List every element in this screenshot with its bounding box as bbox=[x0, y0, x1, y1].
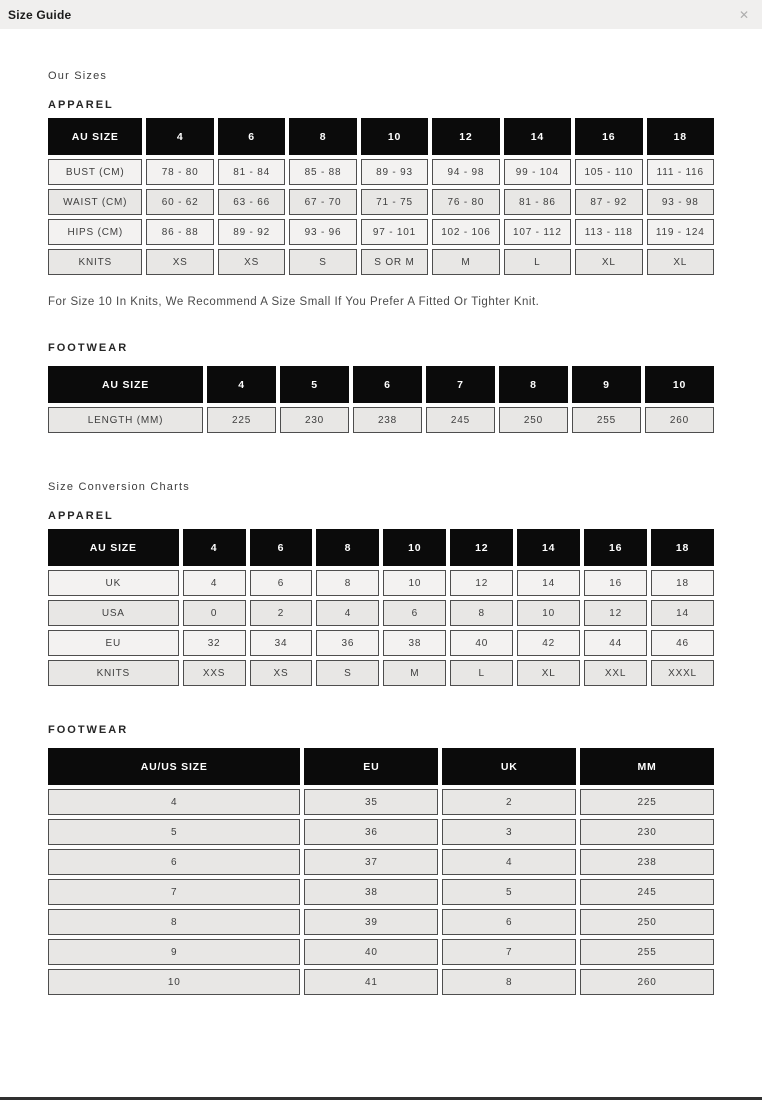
column-header: 6 bbox=[353, 366, 422, 403]
table-cell: XXL bbox=[584, 660, 647, 686]
table-cell: XL bbox=[647, 249, 714, 275]
table-cell: 97 - 101 bbox=[361, 219, 428, 245]
table-cell: 39 bbox=[304, 909, 438, 935]
table-cell: 40 bbox=[450, 630, 513, 656]
our-sizes-heading: Our Sizes bbox=[48, 70, 108, 82]
table-cell: 34 bbox=[250, 630, 313, 656]
table-cell: XS bbox=[250, 660, 313, 686]
row-header-cell: LENGTH (MM) bbox=[48, 407, 203, 433]
column-header: AU SIZE bbox=[48, 529, 179, 566]
table-cell: 86 - 88 bbox=[146, 219, 213, 245]
row-header-cell: WAIST (CM) bbox=[48, 189, 142, 215]
row-header-cell: 10 bbox=[48, 969, 300, 995]
column-header: 4 bbox=[183, 529, 246, 566]
column-header: 10 bbox=[383, 529, 446, 566]
column-header: 14 bbox=[504, 118, 571, 155]
table-cell: XS bbox=[218, 249, 285, 275]
table-cell: 260 bbox=[645, 407, 714, 433]
row-header-cell: 5 bbox=[48, 819, 300, 845]
table-cell: 37 bbox=[304, 849, 438, 875]
table-cell: 238 bbox=[353, 407, 422, 433]
table-cell: M bbox=[383, 660, 446, 686]
table-cell: 81 - 86 bbox=[504, 189, 571, 215]
column-header: 16 bbox=[575, 118, 642, 155]
table-row bbox=[48, 879, 714, 905]
column-header: 18 bbox=[647, 118, 714, 155]
table-cell: 102 - 106 bbox=[432, 219, 499, 245]
table-cell: 12 bbox=[450, 570, 513, 596]
table-cell: 16 bbox=[584, 570, 647, 596]
table-cell: XXXL bbox=[651, 660, 714, 686]
conversion-charts-heading: Size Conversion Charts bbox=[48, 481, 190, 493]
table-row bbox=[48, 789, 714, 815]
table-cell: L bbox=[450, 660, 513, 686]
table-cell: 36 bbox=[304, 819, 438, 845]
table-row bbox=[48, 407, 714, 433]
column-header: AU/US SIZE bbox=[48, 748, 300, 785]
table-cell: 230 bbox=[280, 407, 349, 433]
apparel-conversion-label: APPAREL bbox=[48, 510, 114, 522]
table-cell: 4 bbox=[442, 849, 576, 875]
dialog-title: Size Guide bbox=[8, 7, 72, 22]
column-header: 5 bbox=[280, 366, 349, 403]
column-header: 16 bbox=[584, 529, 647, 566]
table-cell: 4 bbox=[183, 570, 246, 596]
column-header: AU SIZE bbox=[48, 366, 203, 403]
table-row bbox=[48, 819, 714, 845]
table-cell: 93 - 96 bbox=[289, 219, 356, 245]
column-header: 8 bbox=[289, 118, 356, 155]
table-cell: 7 bbox=[442, 939, 576, 965]
table-cell: 38 bbox=[383, 630, 446, 656]
apparel-sizes-table bbox=[44, 114, 718, 279]
table-cell: 245 bbox=[580, 879, 714, 905]
table-cell: 87 - 92 bbox=[575, 189, 642, 215]
table-cell: 41 bbox=[304, 969, 438, 995]
table-cell: 260 bbox=[580, 969, 714, 995]
column-header: 6 bbox=[218, 118, 285, 155]
table-cell: 255 bbox=[572, 407, 641, 433]
footwear-conversion-table bbox=[44, 744, 718, 999]
table-cell: 44 bbox=[584, 630, 647, 656]
footwear-conversion-label: FOOTWEAR bbox=[48, 724, 129, 736]
footwear-sizes-label: FOOTWEAR bbox=[48, 342, 129, 354]
knits-note: For Size 10 In Knits, We Recommend A Size Small If You Prefer A Fitted Or Tighter Knit. bbox=[48, 296, 540, 308]
table-row bbox=[48, 630, 714, 656]
table-row bbox=[48, 249, 714, 275]
table-cell: 3 bbox=[442, 819, 576, 845]
table-cell: 35 bbox=[304, 789, 438, 815]
table-cell: 36 bbox=[316, 630, 379, 656]
row-header-cell: 4 bbox=[48, 789, 300, 815]
table-cell: 46 bbox=[651, 630, 714, 656]
table-cell: 18 bbox=[651, 570, 714, 596]
table-cell: 0 bbox=[183, 600, 246, 626]
table-cell: 5 bbox=[442, 879, 576, 905]
column-header: 10 bbox=[361, 118, 428, 155]
table-row bbox=[48, 939, 714, 965]
table-cell: 85 - 88 bbox=[289, 159, 356, 185]
table-cell: 42 bbox=[517, 630, 580, 656]
table-cell: 93 - 98 bbox=[647, 189, 714, 215]
close-icon: ✕ bbox=[738, 7, 749, 22]
table-cell: 2 bbox=[442, 789, 576, 815]
table-cell: 6 bbox=[442, 909, 576, 935]
table-cell: 250 bbox=[499, 407, 568, 433]
table-cell: 99 - 104 bbox=[504, 159, 571, 185]
table-row bbox=[48, 849, 714, 875]
table-cell: 4 bbox=[316, 600, 379, 626]
row-header-cell: 8 bbox=[48, 909, 300, 935]
column-header: 14 bbox=[517, 529, 580, 566]
table-cell: 225 bbox=[207, 407, 276, 433]
table-cell: L bbox=[504, 249, 571, 275]
column-header: MM bbox=[580, 748, 714, 785]
column-header: UK bbox=[442, 748, 576, 785]
column-header: 12 bbox=[450, 529, 513, 566]
table-cell: 8 bbox=[442, 969, 576, 995]
table-cell: XL bbox=[575, 249, 642, 275]
table-cell: 105 - 110 bbox=[575, 159, 642, 185]
table-cell: 107 - 112 bbox=[504, 219, 571, 245]
table-cell: 113 - 118 bbox=[575, 219, 642, 245]
table-cell: 230 bbox=[580, 819, 714, 845]
table-cell: 63 - 66 bbox=[218, 189, 285, 215]
table-cell: 89 - 93 bbox=[361, 159, 428, 185]
column-header: 4 bbox=[146, 118, 213, 155]
table-cell: 6 bbox=[383, 600, 446, 626]
table-cell: XS bbox=[146, 249, 213, 275]
table-cell: 10 bbox=[383, 570, 446, 596]
column-header: 18 bbox=[651, 529, 714, 566]
dialog-header bbox=[0, 0, 762, 29]
table-cell: 2 bbox=[250, 600, 313, 626]
table-row bbox=[48, 969, 714, 995]
table-cell: 89 - 92 bbox=[218, 219, 285, 245]
table-cell: S bbox=[316, 660, 379, 686]
table-cell: 94 - 98 bbox=[432, 159, 499, 185]
table-cell: S bbox=[289, 249, 356, 275]
table-row bbox=[48, 570, 714, 596]
table-row bbox=[48, 189, 714, 215]
column-header: 7 bbox=[426, 366, 495, 403]
column-header: AU SIZE bbox=[48, 118, 142, 155]
table-cell: 119 - 124 bbox=[647, 219, 714, 245]
table-cell: 40 bbox=[304, 939, 438, 965]
table-cell: 250 bbox=[580, 909, 714, 935]
table-cell: 76 - 80 bbox=[432, 189, 499, 215]
table-cell: 238 bbox=[580, 849, 714, 875]
row-header-cell: 7 bbox=[48, 879, 300, 905]
table-cell: M bbox=[432, 249, 499, 275]
row-header-cell: 9 bbox=[48, 939, 300, 965]
apparel-sizes-label: APPAREL bbox=[48, 99, 114, 111]
row-header-cell: HIPS (CM) bbox=[48, 219, 142, 245]
table-cell: XL bbox=[517, 660, 580, 686]
table-cell: 8 bbox=[316, 570, 379, 596]
table-row bbox=[48, 600, 714, 626]
column-header: 9 bbox=[572, 366, 641, 403]
column-header: EU bbox=[304, 748, 438, 785]
column-header: 6 bbox=[250, 529, 313, 566]
column-header: 12 bbox=[432, 118, 499, 155]
table-cell: 14 bbox=[517, 570, 580, 596]
table-cell: 60 - 62 bbox=[146, 189, 213, 215]
table-cell: 245 bbox=[426, 407, 495, 433]
table-cell: 71 - 75 bbox=[361, 189, 428, 215]
table-cell: 225 bbox=[580, 789, 714, 815]
table-cell: 38 bbox=[304, 879, 438, 905]
table-cell: 12 bbox=[584, 600, 647, 626]
table-cell: 67 - 70 bbox=[289, 189, 356, 215]
table-cell: 6 bbox=[250, 570, 313, 596]
table-cell: S OR M bbox=[361, 249, 428, 275]
table-cell: 111 - 116 bbox=[647, 159, 714, 185]
row-header-cell: KNITS bbox=[48, 249, 142, 275]
table-row bbox=[48, 219, 714, 245]
column-header: 10 bbox=[645, 366, 714, 403]
close-button[interactable] bbox=[739, 9, 749, 21]
row-header-cell: USA bbox=[48, 600, 179, 626]
size-guide-content bbox=[0, 70, 762, 999]
table-cell: 255 bbox=[580, 939, 714, 965]
table-cell: XXS bbox=[183, 660, 246, 686]
table-cell: 14 bbox=[651, 600, 714, 626]
row-header-cell: BUST (CM) bbox=[48, 159, 142, 185]
apparel-conversion-table bbox=[44, 525, 718, 690]
column-header: 8 bbox=[499, 366, 568, 403]
row-header-cell: EU bbox=[48, 630, 179, 656]
table-row bbox=[48, 159, 714, 185]
table-row bbox=[48, 660, 714, 686]
row-header-cell: 6 bbox=[48, 849, 300, 875]
table-cell: 10 bbox=[517, 600, 580, 626]
table-cell: 32 bbox=[183, 630, 246, 656]
table-cell: 81 - 84 bbox=[218, 159, 285, 185]
column-header: 4 bbox=[207, 366, 276, 403]
table-cell: 8 bbox=[450, 600, 513, 626]
table-cell: 78 - 80 bbox=[146, 159, 213, 185]
footwear-sizes-table bbox=[44, 362, 718, 437]
table-row bbox=[48, 909, 714, 935]
column-header: 8 bbox=[316, 529, 379, 566]
row-header-cell: UK bbox=[48, 570, 179, 596]
row-header-cell: KNITS bbox=[48, 660, 179, 686]
